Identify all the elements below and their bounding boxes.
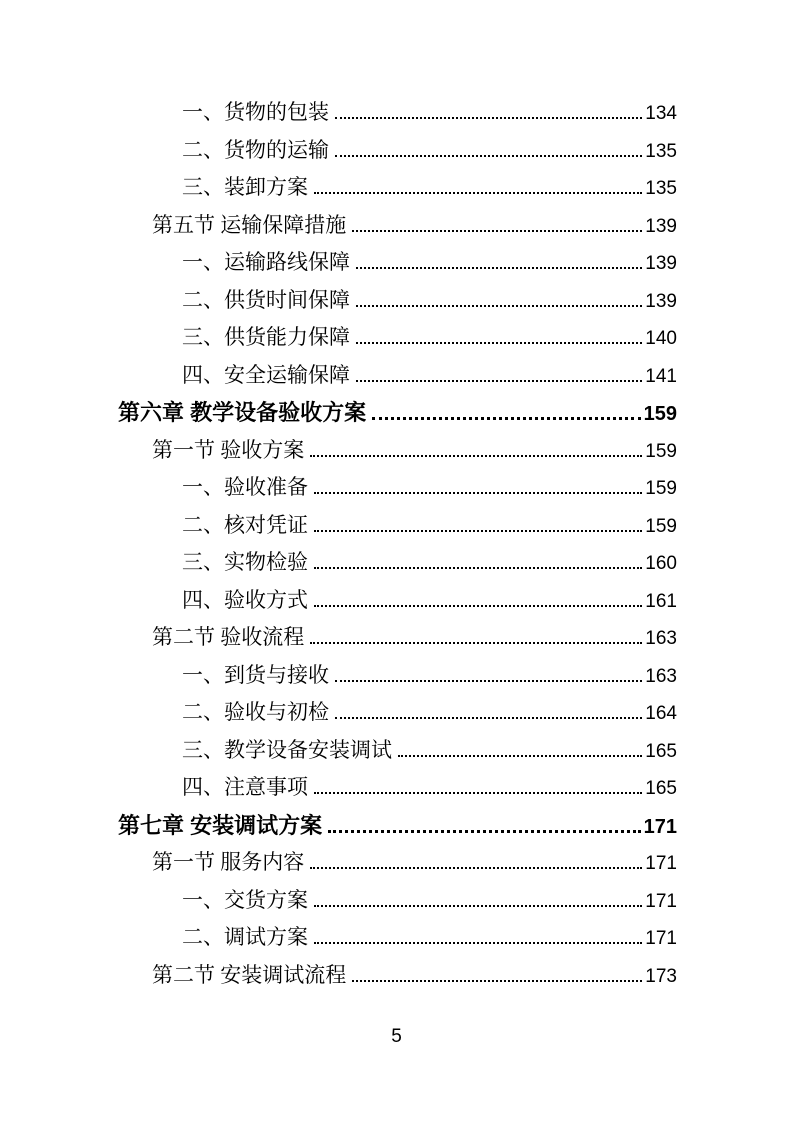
toc-entry[interactable] [118, 732, 677, 770]
toc-entry-label: 一、验收准备 [182, 475, 308, 499]
toc-entry-label: 第二节 验收流程 [152, 625, 305, 649]
toc-entry[interactable] [118, 207, 677, 245]
toc-dot-leader [356, 305, 642, 307]
toc-entry[interactable] [118, 957, 677, 995]
toc-entry-label: 一、到货与接收 [182, 662, 329, 687]
toc-entry[interactable] [118, 507, 677, 545]
toc-entry[interactable] [118, 844, 677, 882]
toc-entry[interactable] [118, 244, 677, 282]
toc-dot-leader [356, 342, 642, 344]
toc-entry-label: 第一节 验收方案 [152, 437, 305, 462]
toc-dot-leader [314, 942, 642, 944]
toc-entry-page: 164 [645, 703, 677, 724]
toc-dot-leader [310, 642, 642, 644]
toc-entry-page: 139 [645, 215, 677, 237]
toc-entry-page: 161 [645, 590, 677, 612]
toc-entry-label: 二、核对凭证 [182, 512, 308, 537]
toc-entry[interactable] [118, 132, 677, 170]
toc-entry-page: 135 [645, 140, 677, 162]
toc-entry[interactable] [118, 582, 677, 620]
toc-entry-page: 139 [645, 290, 677, 312]
toc-dot-leader [335, 717, 642, 719]
toc-dot-leader [328, 830, 641, 833]
toc-entry[interactable] [118, 807, 677, 845]
toc-entry-label: 二、供货时间保障 [182, 287, 350, 312]
toc-dot-leader [335, 155, 642, 157]
toc-entry[interactable] [118, 469, 677, 507]
toc-dot-leader [372, 417, 641, 420]
toc-entry-label: 四、注意事项 [182, 775, 308, 799]
toc-dot-leader [335, 680, 642, 682]
toc-dot-leader [314, 192, 642, 194]
toc-entry-page: 173 [645, 965, 677, 987]
toc-entry[interactable] [118, 394, 677, 432]
toc-dot-leader [310, 455, 642, 457]
toc-entry-label: 四、安全运输保障 [182, 362, 350, 387]
toc-entry[interactable] [118, 769, 677, 807]
toc-dot-leader [314, 792, 642, 794]
toc-dot-leader [352, 980, 642, 982]
toc-entry[interactable] [118, 919, 677, 957]
toc-entry-page: 163 [645, 665, 677, 687]
toc-entry[interactable] [118, 882, 677, 920]
toc-entry-page: 159 [645, 515, 677, 537]
toc-entry-page: 160 [645, 553, 677, 574]
toc-entry-page: 171 [645, 890, 677, 912]
toc-dot-leader [356, 380, 642, 382]
toc-entry-page: 171 [643, 815, 677, 838]
toc-entry[interactable] [118, 319, 677, 357]
toc-dot-leader [352, 230, 642, 232]
toc-entry-label: 第六章 教学设备验收方案 [118, 400, 367, 425]
toc-entry[interactable] [118, 357, 677, 395]
toc-entry-page: 165 [645, 778, 677, 799]
toc-dot-leader [314, 605, 642, 607]
toc-entry-page: 135 [645, 178, 677, 199]
toc-entry-page: 165 [645, 740, 677, 762]
toc-entry-label: 一、交货方案 [182, 887, 308, 912]
toc-entry-label: 一、运输路线保障 [182, 250, 350, 274]
toc-dot-leader [398, 755, 642, 757]
page-number: 5 [391, 1026, 402, 1047]
toc-entry-page: 163 [645, 628, 677, 649]
toc-entry-page: 159 [643, 403, 677, 425]
toc-entry-page: 171 [645, 928, 677, 949]
toc-entry-label: 三、供货能力保障 [182, 325, 350, 349]
toc-entry[interactable] [118, 619, 677, 657]
toc-entry-page: 159 [645, 478, 677, 499]
toc-entry[interactable] [118, 657, 677, 695]
toc-entry-label: 二、货物的运输 [182, 137, 329, 162]
toc-entry-label: 第二节 安装调试流程 [152, 962, 347, 987]
toc-entry-page: 159 [645, 440, 677, 462]
toc-entry-page: 141 [645, 365, 677, 387]
toc-dot-leader [335, 117, 642, 119]
toc-entry-label: 四、验收方式 [182, 587, 308, 612]
toc-entry-label: 三、实物检验 [182, 550, 308, 574]
toc-entry[interactable] [118, 544, 677, 582]
toc-entry-page: 134 [645, 103, 677, 124]
toc-entry-label: 第一节 服务内容 [152, 850, 305, 874]
toc-entry-label: 一、货物的包装 [182, 100, 329, 124]
toc-entry-page: 139 [645, 253, 677, 274]
toc-entry-label: 二、调试方案 [182, 925, 308, 949]
toc-entry[interactable] [118, 169, 677, 207]
table-of-contents [118, 94, 677, 994]
toc-dot-leader [314, 530, 642, 532]
toc-entry[interactable] [118, 694, 677, 732]
page-footer [0, 1026, 793, 1048]
toc-dot-leader [314, 567, 642, 569]
toc-dot-leader [310, 867, 642, 869]
toc-dot-leader [314, 492, 642, 494]
toc-entry-page: 140 [645, 328, 677, 349]
toc-entry[interactable] [118, 432, 677, 470]
toc-dot-leader [314, 905, 642, 907]
toc-entry-label: 二、验收与初检 [182, 700, 329, 724]
toc-entry-label: 第七章 安装调试方案 [118, 812, 323, 838]
toc-entry-label: 三、教学设备安装调试 [182, 737, 392, 762]
toc-entry-label: 第五节 运输保障措施 [152, 212, 347, 237]
toc-entry-label: 三、装卸方案 [182, 175, 308, 199]
toc-dot-leader [356, 267, 642, 269]
toc-entry[interactable] [118, 94, 677, 132]
toc-entry[interactable] [118, 282, 677, 320]
toc-entry-page: 171 [645, 853, 677, 874]
